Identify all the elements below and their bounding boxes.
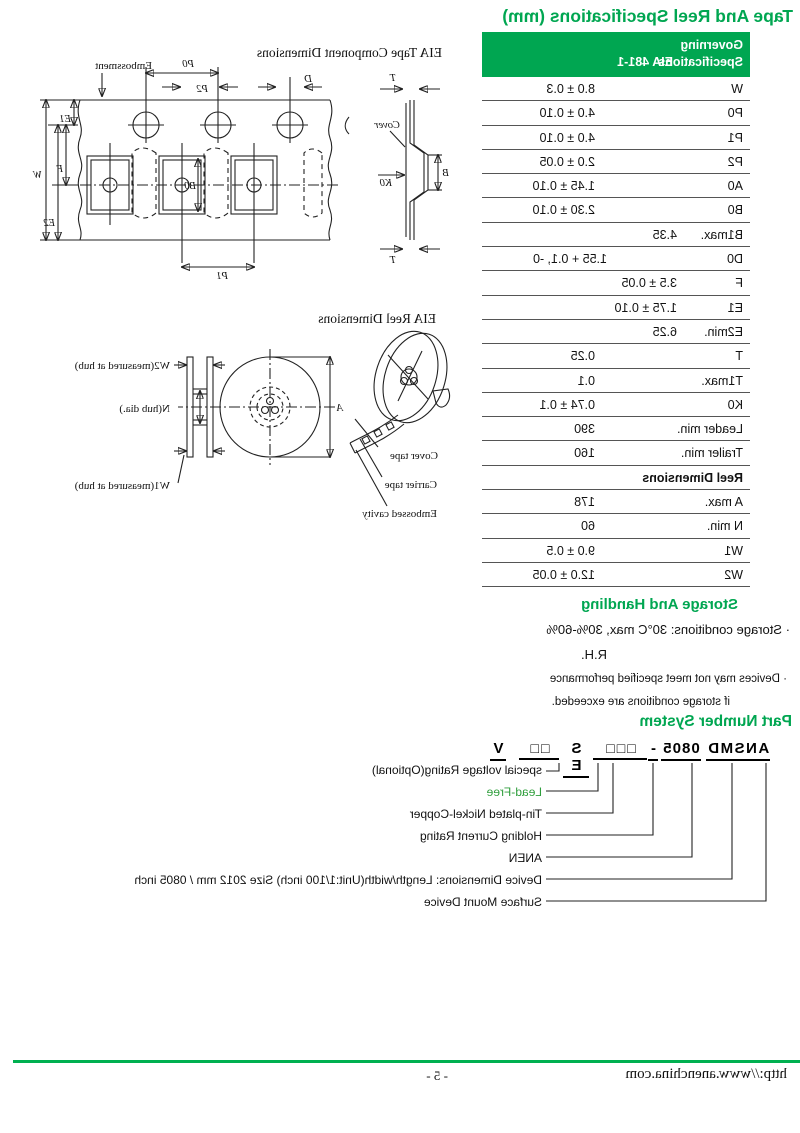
storage-bullet2-line1: · Devices may not meet specified performance bbox=[549, 673, 787, 685]
table-row bbox=[482, 563, 750, 587]
row-value: 2.0 ± 0.05 bbox=[539, 154, 595, 169]
footer-page-number: - 5 - bbox=[426, 1068, 448, 1083]
tape-dimensions bbox=[32, 59, 322, 282]
cover-label: Cover bbox=[374, 120, 400, 131]
table-row bbox=[482, 539, 750, 563]
table-row bbox=[482, 296, 750, 320]
storage-bullet2-line2: if storage conditions are exceeded. bbox=[551, 696, 730, 708]
reel-side-view bbox=[74, 357, 225, 492]
row-label: Leader min. bbox=[676, 422, 743, 437]
row-value: 60 bbox=[581, 519, 595, 534]
row-label: E2min. bbox=[704, 324, 743, 339]
table-row bbox=[482, 223, 750, 247]
row-value: 1.55 + 0.1, -0 bbox=[532, 252, 607, 267]
row-label: B1max. bbox=[700, 227, 743, 242]
table-row bbox=[482, 369, 750, 393]
row-value: 3.5 ± 0.05 bbox=[621, 276, 677, 291]
w1-label: W1(measured at hub) bbox=[74, 480, 170, 492]
spec-table-header bbox=[482, 32, 750, 77]
row-value: 2.30 ± 0.10 bbox=[532, 203, 595, 218]
part-number-label: ANEN bbox=[508, 851, 542, 865]
part-number-label: Surface Mount Device bbox=[423, 895, 542, 909]
page-title: Tape And Reel Specifications (mm) bbox=[502, 6, 793, 26]
part-number-label: Device Dimensions: Length/width(Unit:1/100 inch) Size 2012 mm / 0805 inch bbox=[134, 873, 542, 887]
part-number-label: Lead-Free bbox=[486, 785, 542, 799]
spec-table-rows bbox=[482, 77, 750, 587]
part-number-group: - bbox=[648, 740, 658, 761]
part-number-group: S E bbox=[563, 740, 589, 778]
w-label: W bbox=[33, 170, 42, 181]
reel-dimensions-diagram bbox=[10, 293, 450, 538]
row-label: B0 bbox=[727, 203, 743, 218]
carrier-tape-label: Carrier tape bbox=[384, 479, 437, 491]
e2-label: E2 bbox=[43, 218, 55, 229]
part-number-label: Holding Current Rating bbox=[419, 829, 542, 843]
p0-label: P0 bbox=[182, 59, 194, 70]
b-label: B bbox=[442, 168, 449, 179]
table-row bbox=[482, 271, 750, 295]
reel-3d-sketch bbox=[350, 323, 458, 520]
row-value: 4.0 ± 0.10 bbox=[539, 130, 595, 145]
part-number-group: □□□ bbox=[593, 740, 647, 760]
row-value: 0.25 bbox=[570, 349, 595, 364]
storage-bullet1-line1: · Storage conditions: 30°C max, 30%-60% bbox=[546, 622, 790, 637]
row-label: P2 bbox=[727, 154, 743, 169]
row-label: W2 bbox=[724, 567, 743, 582]
row-label: T bbox=[735, 349, 743, 364]
part-number-group: 0805 bbox=[661, 740, 701, 761]
table-row bbox=[482, 490, 750, 514]
row-label: P1 bbox=[727, 130, 743, 145]
embossed-cavity-label: Embossed cavity bbox=[362, 508, 437, 520]
row-value: 390 bbox=[574, 422, 595, 437]
table-row bbox=[482, 101, 750, 125]
row-value: 160 bbox=[574, 446, 595, 461]
row-label: N min. bbox=[706, 519, 743, 534]
header-eia481: EIA 481-1 bbox=[617, 55, 673, 69]
table-row bbox=[482, 441, 750, 465]
row-value: 6.25 bbox=[652, 324, 677, 339]
row-label: T1max. bbox=[701, 373, 743, 388]
tape-body bbox=[78, 67, 349, 263]
row-value: 1.75 ± 0.10 bbox=[614, 300, 677, 315]
a-label: A bbox=[336, 403, 343, 414]
row-value: 8.0 ± 0.3 bbox=[546, 82, 595, 96]
tape-diagram-title: EIA Tape Component Dimensions bbox=[256, 45, 442, 60]
d-label: D bbox=[304, 74, 312, 85]
w2-label: W2(measured at hub) bbox=[74, 360, 170, 372]
table-row bbox=[482, 247, 750, 271]
tape-component-diagram bbox=[5, 25, 450, 282]
row-label: E1 bbox=[727, 300, 743, 315]
embossment-label: Embossment bbox=[95, 60, 152, 72]
row-value: 1.45 ± 0.10 bbox=[532, 179, 595, 194]
row-label: A max. bbox=[704, 495, 743, 510]
table-row bbox=[482, 198, 750, 222]
part-number-code bbox=[440, 740, 800, 774]
p1-label: P1 bbox=[216, 271, 228, 282]
b0-label: B0 bbox=[184, 181, 196, 192]
row-label: F bbox=[735, 276, 743, 291]
part-number-group: V bbox=[490, 740, 506, 761]
footer-divider bbox=[13, 1060, 800, 1063]
storage-heading: Storage And Handling bbox=[581, 596, 738, 613]
part-number-group: □□ bbox=[519, 740, 559, 760]
k0-label: K0 bbox=[379, 178, 392, 189]
table-row bbox=[482, 77, 750, 101]
row-value: 12.0 ± 0.05 bbox=[532, 567, 595, 582]
row-value: 0.74 ± 0.1 bbox=[539, 397, 595, 412]
row-label: K0 bbox=[727, 397, 743, 412]
tape-cross-section bbox=[373, 73, 449, 266]
row-label: D0 bbox=[727, 252, 743, 267]
row-value: 9.0 ± 0.5 bbox=[546, 543, 595, 558]
table-row bbox=[482, 344, 750, 368]
table-row bbox=[482, 174, 750, 198]
storage-bullet1-line2: R.H. bbox=[581, 647, 607, 662]
row-value: 4.0 ± 0.10 bbox=[539, 106, 595, 121]
row-label: A0 bbox=[727, 179, 743, 194]
n-label: N(hub dia.) bbox=[119, 403, 170, 415]
t-top-label: T bbox=[390, 73, 396, 84]
cover-tape-label: Cover tape bbox=[390, 450, 438, 462]
e1-label: E1 bbox=[59, 114, 71, 125]
table-row bbox=[482, 514, 750, 538]
spec-table bbox=[482, 32, 750, 587]
row-label: P0 bbox=[727, 106, 743, 121]
reel-front-view bbox=[178, 349, 344, 465]
row-value: 178 bbox=[574, 495, 595, 510]
reel-diagram-title: EIA Reel Dimensions bbox=[318, 311, 436, 326]
row-value: 4.35 bbox=[652, 227, 677, 242]
f-label: F bbox=[56, 164, 63, 175]
row-label: Trailer min. bbox=[680, 446, 743, 461]
part-number-leader-lines bbox=[0, 760, 800, 935]
table-section-row bbox=[482, 466, 750, 490]
part-number-label: special voltage Rating(Optional) bbox=[371, 763, 542, 777]
part-number-label: Tin-plated Nickel-Copper bbox=[409, 807, 542, 821]
table-row bbox=[482, 393, 750, 417]
row-label: W1 bbox=[724, 543, 743, 558]
row-label: Reel Dimensions bbox=[642, 470, 743, 485]
table-row bbox=[482, 126, 750, 150]
tape-pockets bbox=[87, 148, 322, 218]
table-row bbox=[482, 320, 750, 344]
p2-label: P2 bbox=[196, 84, 208, 95]
header-governing: Governing Specifications bbox=[658, 38, 743, 69]
table-row bbox=[482, 417, 750, 441]
t-bottom-label: T bbox=[390, 255, 396, 266]
table-row bbox=[482, 150, 750, 174]
part-number-heading: Part Number System bbox=[639, 713, 792, 730]
footer-url: http://www.anenchina.com bbox=[625, 1066, 787, 1082]
row-value: 0.1 bbox=[577, 373, 595, 388]
part-number-group: ANSMD bbox=[706, 740, 770, 761]
row-label: W bbox=[731, 82, 743, 96]
